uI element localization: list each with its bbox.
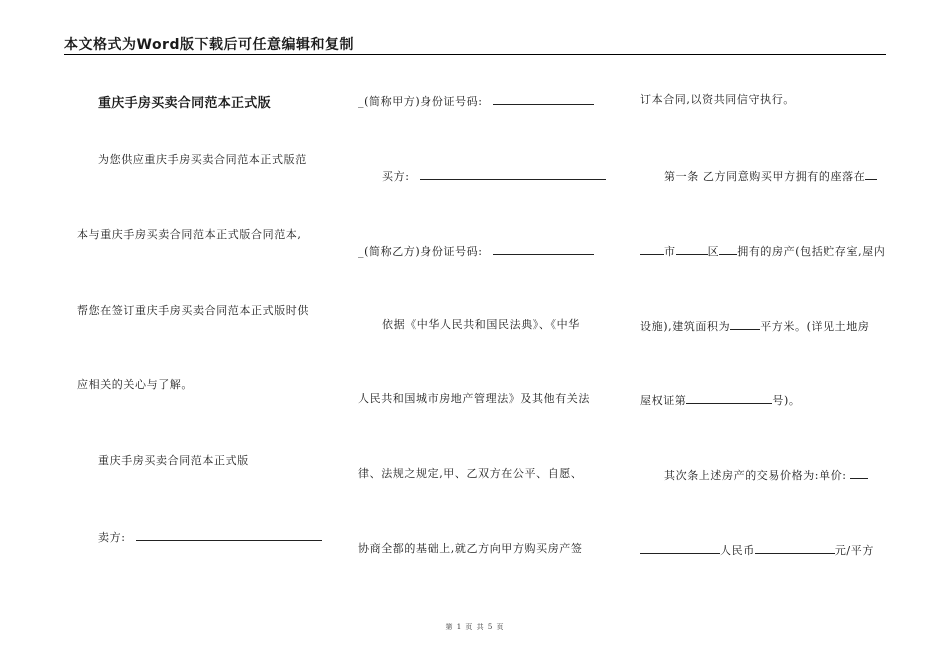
- party-a-id-label: _(简称甲方)身份证号码:: [358, 95, 483, 108]
- col1-line-3: 帮您在签订重庆手房买卖合同范本正式版时供: [77, 304, 309, 317]
- district-blank: [676, 243, 708, 255]
- article-1-text: 第一条 乙方同意购买甲方拥有的座落在: [664, 170, 866, 183]
- article-1-line: [664, 168, 877, 184]
- district-label: 区: [707, 245, 720, 258]
- buyer-label: 买方:: [382, 170, 410, 183]
- party-a-id-blank: [493, 93, 594, 105]
- area-blank: [730, 318, 760, 330]
- location-blank: [865, 168, 877, 180]
- party-a-id-field: [358, 93, 594, 109]
- buyer-blank: [420, 168, 606, 180]
- rmb-label: 人民币: [720, 544, 755, 557]
- property-desc: 拥有的房产(包括贮存室,屋内: [737, 245, 886, 258]
- area-line: [640, 318, 869, 334]
- certificate-suffix: 号)。: [772, 394, 801, 407]
- price-unit: 元/平方: [834, 544, 874, 557]
- seller-blank: [136, 529, 322, 541]
- unit-price-blank: [850, 467, 868, 479]
- document-header: 本文格式为Word版下载后可任意编辑和复制: [64, 37, 354, 53]
- article-2-line: [664, 467, 868, 483]
- city-blank: [640, 243, 664, 255]
- buyer-field: [382, 168, 606, 184]
- col2-line-7: 协商全都的基础上,就乙方向甲方购买房产签: [358, 542, 583, 555]
- city-label: 市: [664, 245, 676, 258]
- price-blank-1: [640, 542, 720, 554]
- col2-line-6: 律、法规之规定,甲、乙双方在公平、自愿、: [358, 467, 583, 480]
- party-b-id-label: _(简称乙方)身份证号码:: [358, 245, 483, 258]
- col1-line-4: 应相关的关心与了解。: [77, 378, 193, 391]
- header-divider: [64, 54, 886, 55]
- certificate-label: 屋权证第: [640, 394, 687, 407]
- area-label: 设施),建筑面积为: [640, 320, 731, 333]
- col1-line-1: 为您供应重庆手房买卖合同范本正式版范: [98, 153, 307, 166]
- col1-line-5: 重庆手房买卖合同范本正式版: [98, 454, 249, 467]
- party-b-id-blank: [493, 243, 594, 255]
- owner-blank: [719, 243, 737, 255]
- seller-label: 卖方:: [98, 531, 126, 544]
- area-unit: 平方米。(详见土地房: [760, 320, 870, 333]
- col3-line-1: 订本合同,以资共同信守执行。: [640, 93, 795, 106]
- page-footer: 第 1 页 共 5 页: [445, 623, 505, 631]
- certificate-blank: [686, 392, 772, 404]
- article-2-text: 其次条上述房产的交易价格为:单价:: [664, 469, 847, 482]
- seller-field: [98, 529, 322, 545]
- price-line: [640, 542, 874, 558]
- col2-line-4: 依据《中华人民共和国民法典》、《中华: [382, 318, 580, 331]
- price-blank-2: [755, 542, 835, 554]
- col1-line-2: 本与重庆手房买卖合同范本正式版合同范本,: [77, 228, 302, 241]
- document-title: 重庆手房买卖合同范本正式版: [98, 96, 271, 111]
- col2-line-5: 人民共和国城市房地产管理法》及其他有关法: [358, 392, 590, 405]
- certificate-line: [640, 392, 801, 408]
- property-location-line: [640, 243, 885, 259]
- party-b-id-field: [358, 243, 594, 259]
